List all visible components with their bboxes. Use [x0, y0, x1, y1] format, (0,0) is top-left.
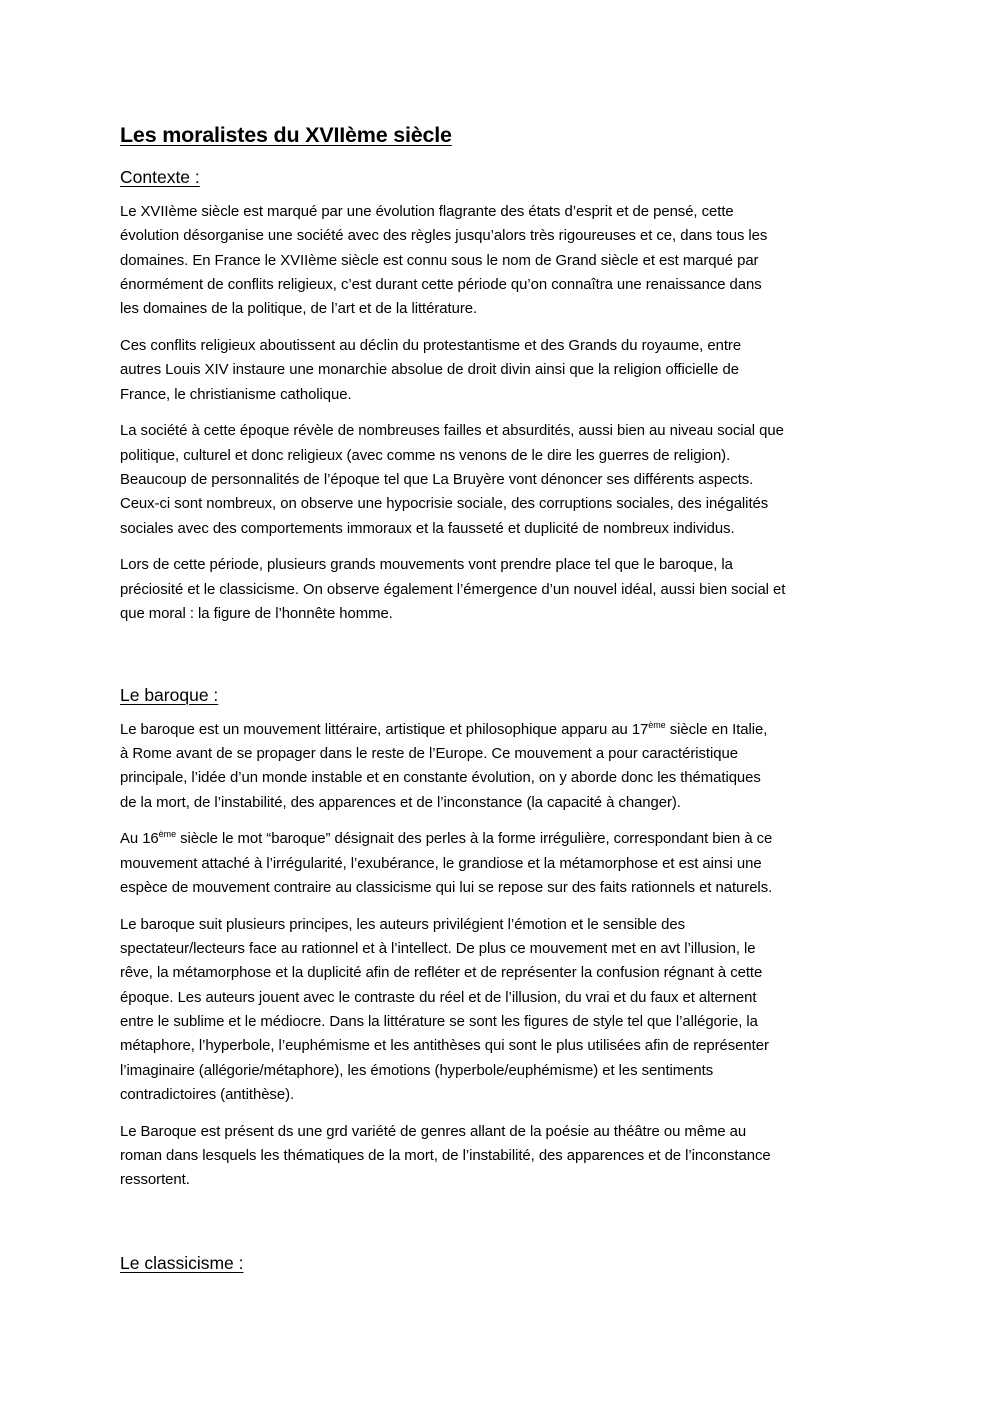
text-line: l’imaginaire (allégorie/métaphore), les émotions (hyperbole/euphémisme) et les sentiments [120, 1062, 714, 1079]
text-line: espèce de mouvement contraire au classicisme qui lui se repose sur des faits rationnels et naturels. [120, 880, 773, 897]
text-line: ressortent. [120, 1172, 190, 1189]
text-line: métaphore, l’hyperbole, l’euphémisme et les antithèses qui sont le plus utilisées afin de représenter [120, 1038, 769, 1055]
paragraph-contexte-4 [120, 553, 872, 626]
text-fragment: Le baroque est un mouvement littéraire, artistique et philosophique apparu au 17 [120, 721, 649, 738]
text-line: France, le christianisme catholique. [120, 386, 352, 403]
text-line: domaines. En France le XVIIème siècle est connu sous le nom de Grand siècle et est marqué par [120, 252, 759, 269]
text-line: à Rome avant de se propager dans le reste de l’Europe. Ce mouvement a pour caractéristique [120, 746, 738, 763]
text-line: rêve, la métamorphose et la duplicité afin de refléter et de représenter la confusion régnant à cette [120, 965, 763, 982]
paragraph-contexte-2 [120, 334, 872, 407]
text-line: contradictoires (antithèse). [120, 1086, 295, 1103]
text-line: énormément de conflits religieux, c’est durant cette période qu’on connaîtra une renaissance dans [120, 276, 762, 293]
text-line: Beaucoup de personnalités de l’époque tel que La Bruyère vont dénoncer ses différents aspects. [120, 471, 754, 488]
text-line: principale, l’idée d’un monde instable et en constante évolution, on y aborde donc les thématiques [120, 770, 761, 787]
document-title: Les moralistes du XVIIème siècle [120, 123, 452, 147]
section-heading-classicisme: Le classicisme : [120, 1253, 244, 1274]
text-line: Ceux-ci sont nombreux, on observe une hypocrisie sociale, des corruptions sociales, des inégalités [120, 496, 769, 513]
text-line [120, 827, 872, 851]
text-line: que moral : la figure de l’honnête homme. [120, 605, 393, 622]
text-line: spectateur/lecteurs face au rationnel et à l’intellect. De plus ce mouvement met en avt l’illusion, le [120, 941, 756, 958]
text-fragment: siècle en Italie, [665, 721, 768, 738]
text-line: politique, culturel et donc religieux (avec comme ns venons de le dire les guerres de religion). [120, 447, 731, 464]
text-line: La société à cette époque révèle de nombreuses failles et absurdités, aussi bien au niveau social que [120, 423, 784, 440]
text-line: autres Louis XIV instaure une monarchie absolue de droit divin ainsi que la religion officielle de [120, 362, 739, 379]
text-fragment: siècle le mot “baroque” désignait des perles à la forme irrégulière, correspondant bien à ce [176, 831, 773, 848]
text-line: Lors de cette période, plusieurs grands mouvements vont prendre place tel que le baroque, la [120, 557, 733, 574]
text-line: Le Baroque est présent ds une grd variété de genres allant de la poésie au théâtre ou même au [120, 1123, 747, 1140]
text-line [120, 718, 872, 742]
paragraph-contexte-1 [120, 200, 872, 321]
text-line: roman dans lesquels les thématiques de la mort, de l’instabilité, des apparences et de l’inconstance [120, 1148, 771, 1164]
text-line: sociales avec des comportements immoraux et la fausseté et duplicité de nombreux individus. [120, 520, 735, 537]
text-line: de la mort, de l’instabilité, des apparences et de l’inconstance (la capacité à changer). [120, 794, 681, 811]
text-line: Le XVIIème siècle est marqué par une évolution flagrante des états d’esprit et de pensé, cette [120, 204, 734, 220]
document-page [120, 118, 872, 1286]
text-fragment: Au 16 [120, 831, 159, 848]
text-line: évolution désorganise une société avec des règles jusqu’alors très rigoureuses et ce, dans tous les [120, 228, 768, 245]
text-line: les domaines de la politique, de l’art et de la littérature. [120, 301, 478, 318]
paragraph-baroque-3 [120, 913, 872, 1107]
text-line: entre le sublime et le médiocre. Dans la littérature se sont les figures de style tel que l’allégorie, la [120, 1014, 758, 1031]
paragraph-contexte-3 [120, 419, 872, 540]
superscript: ème [648, 719, 666, 730]
text-line: mouvement attaché à l’irrégularité, l’exubérance, le grandiose et la métamorphose et est ainsi une [120, 855, 762, 872]
spacer [120, 639, 872, 681]
section-heading-contexte: Contexte : [120, 167, 200, 187]
text-line: Le baroque suit plusieurs principes, les auteurs privilégient l’émotion et le sensible des [120, 916, 685, 933]
text-line: préciosité et le classicisme. On observe également l’émergence d’un nouvel idéal, aussi bien social et [120, 581, 786, 598]
section-heading-baroque: Le baroque : [120, 684, 219, 705]
superscript: ème [158, 829, 177, 840]
paragraph-baroque-1 [120, 718, 872, 815]
paragraph-baroque-2 [120, 827, 872, 900]
text-line: Ces conflits religieux aboutissent au déclin du protestantisme et des Grands du royaume, entre [120, 337, 742, 354]
text-line: époque. Les auteurs jouent avec le contraste du réel et de l’illusion, du vrai et du faux et alternent [120, 989, 757, 1006]
spacer [120, 1205, 872, 1249]
paragraph-baroque-4 [120, 1120, 872, 1193]
